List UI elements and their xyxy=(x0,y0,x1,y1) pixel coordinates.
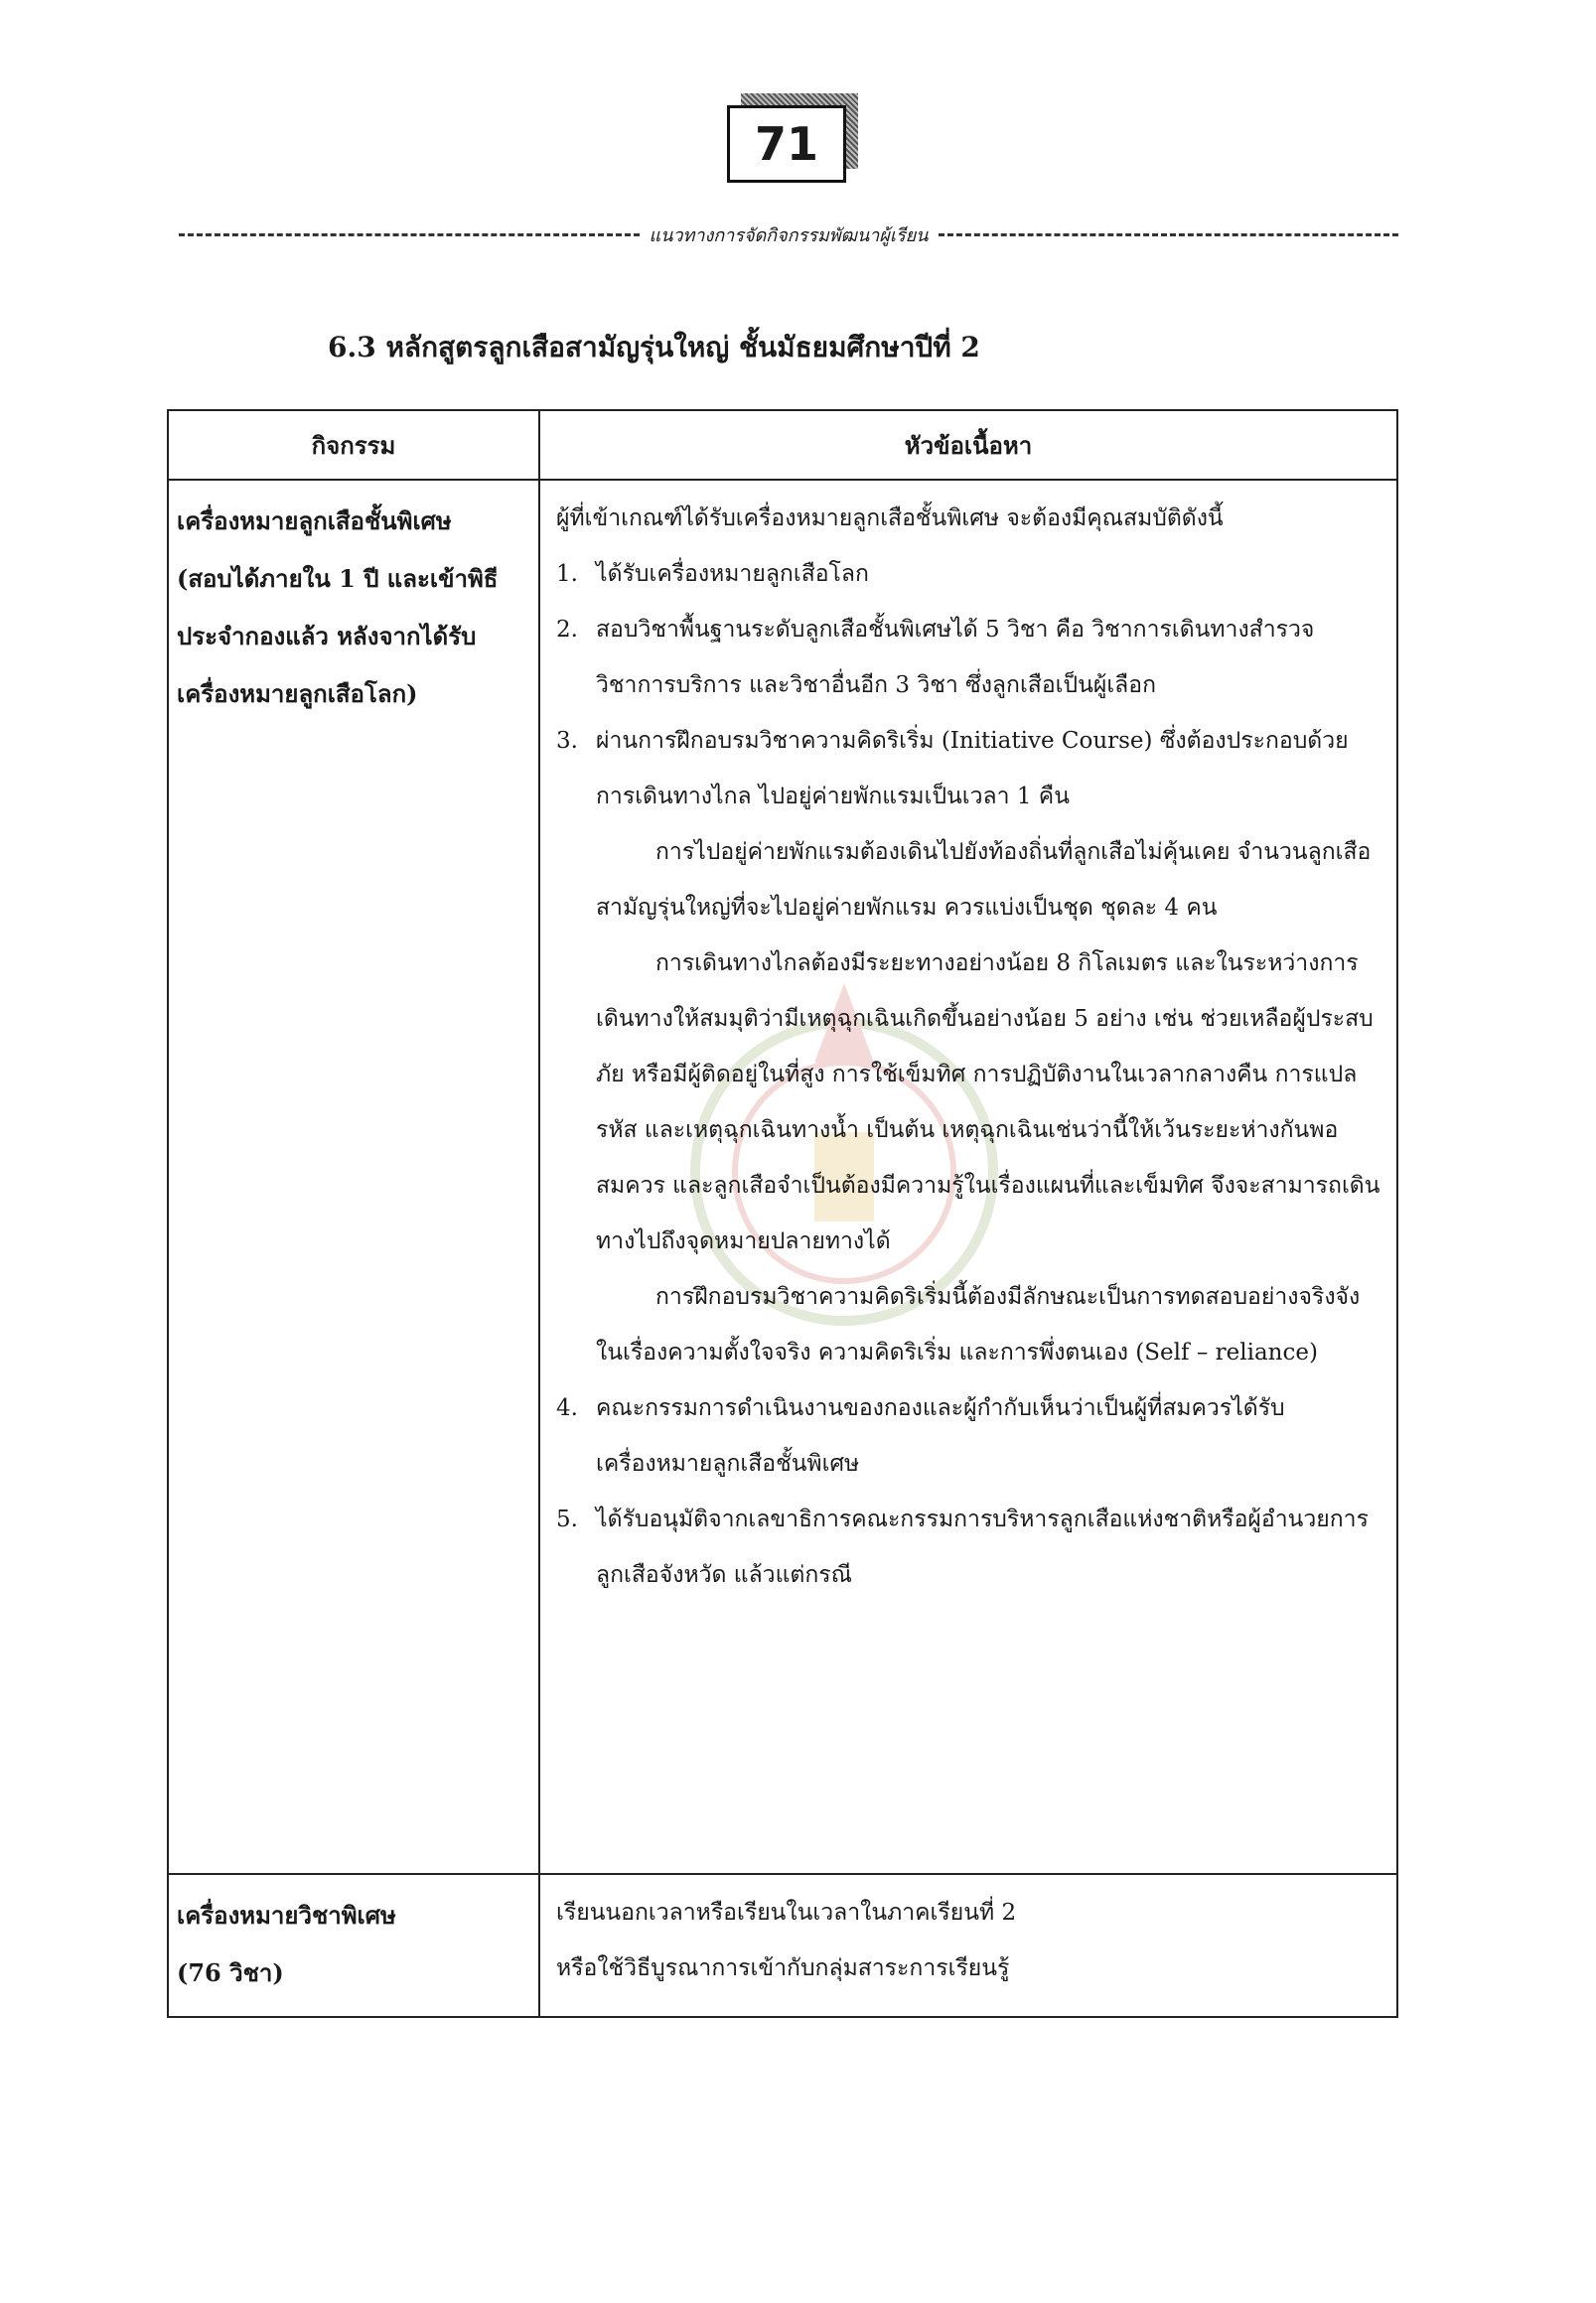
item-text: สอบวิชาพื้นฐานระดับลูกเสือชั้นพิเศษได้ 5 วิชา คือ วิชาการเดินทางสำรวจ วิชาการบริการ และวิชาอื่นอีก 3 วิชา ซึ่งลูกเสือเป็นผู้เลือก xyxy=(596,617,1315,698)
activity-title: เครื่องหมายลูกเสือชั้นพิเศษ xyxy=(177,506,452,535)
page-number-box xyxy=(727,105,844,181)
list-item xyxy=(556,602,1384,713)
item-text: ผ่านการฝึกอบรมวิชาความคิดริเริ่ม (Initiative Course) ซึ่งต้องประกอบด้วยการเดินทางไกล ไปอยู่ค่ายพักแรมเป็นเวลา 1 คืน xyxy=(596,728,1349,809)
content-cell xyxy=(539,1874,1397,2017)
list-item xyxy=(556,713,1384,824)
activity-cell xyxy=(168,1874,539,2017)
activity-subtitle: (สอบได้ภายใน 1 ปี และเข้าพิธีประจำกองแล้ว หลังจากได้รับเครื่องหมายลูกเสือโลก) xyxy=(177,564,499,708)
item-number: 5. xyxy=(556,1507,578,1532)
item-number: 2. xyxy=(556,617,578,643)
page-number: 71 xyxy=(727,105,846,183)
section-title: 6.3 หลักสูตรลูกเสือสามัญรุ่นใหญ่ ชั้นมัธยมศึกษาปีที่ 2 xyxy=(328,331,980,363)
header-content: หัวข้อเนื้อหา xyxy=(539,410,1397,480)
content-line: หรือใช้วิธีบูรณาการเข้ากับกลุ่มสาระการเรียนรู้ xyxy=(556,1955,1010,1981)
table-row xyxy=(168,480,1397,1874)
activity-subtitle: (76 วิชา) xyxy=(177,1958,284,1987)
content-cell xyxy=(539,480,1397,1874)
item-number: 1. xyxy=(556,561,578,587)
item-text: คณะกรรมการดำเนินงานของกองและผู้กำกับเห็นว่าเป็นผู้ที่สมควรได้รับเครื่องหมายลูกเสือชั้นพิเศษ xyxy=(596,1395,1285,1477)
list-item xyxy=(556,1492,1384,1603)
list-item xyxy=(556,1380,1384,1492)
header-dash-left xyxy=(179,233,640,236)
curriculum-table xyxy=(167,409,1398,2018)
header-dash-right xyxy=(939,233,1399,236)
header-activity: กิจกรรม xyxy=(168,410,539,480)
paragraph: การเดินทางไกลต้องมีระยะทางอย่างน้อย 8 กิโลเมตร และในระหว่างการเดินทางให้สมมุติว่ามีเหตุฉุกเฉินเกิดขึ้นอย่างน้อย 5 อย่าง เช่น ช่วยเหลือผู้ประสบภัย หรือมีผู้ติดอยู่ในที่สูง การใช้เข็มทิศ การปฏิบัติงานในเวลากลางคืน การแปลรหัส และเหตุฉุกเฉินทางน้ำ เป็นต้น เหตุฉุกเฉินเช่นว่านี้ให้เว้นระยะห่างกันพอสมควร และลูกเสือจำเป็นต้องมีความรู้ในเรื่องแผนที่และเข็มทิศ จึงจะสามารถเดินทางไปถึงจุดหมายปลายทางได้ xyxy=(596,950,1380,1254)
content-intro: ผู้ที่เข้าเกณฑ์ได้รับเครื่องหมายลูกเสือชั้นพิเศษ จะต้องมีคุณสมบัติดังนี้ xyxy=(556,505,1224,531)
activity-title: เครื่องหมายวิชาพิเศษ xyxy=(177,1901,396,1930)
item-text: ได้รับเครื่องหมายลูกเสือโลก xyxy=(596,561,869,587)
list-item xyxy=(556,546,1384,602)
item-number: 4. xyxy=(556,1395,578,1421)
table-row xyxy=(168,1874,1397,2017)
paragraph: การไปอยู่ค่ายพักแรมต้องเดินไปยังท้องถิ่นที่ลูกเสือไม่คุ้นเคย จำนวนลูกเสือสามัญรุ่นใหญ่ที่จะไปอยู่ค่ายพักแรม ควรแบ่งเป็นชุด ชุดละ 4 คน xyxy=(596,839,1372,921)
activity-cell xyxy=(168,480,539,1874)
content-line: เรียนนอกเวลาหรือเรียนในเวลาในภาคเรียนที่ 2 xyxy=(556,1900,1017,1926)
running-header xyxy=(179,220,1398,248)
paragraph: การฝึกอบรมวิชาความคิดริเริ่มนี้ต้องมีลักษณะเป็นการทดสอบอย่างจริงจังในเรื่องความตั้งใจจริง ความคิดริเริ่ม และการพึ่งตนเอง (Self – reliance) xyxy=(596,1284,1361,1366)
item-text: ได้รับอนุมัติจากเลขาธิการคณะกรรมการบริหารลูกเสือแห่งชาติหรือผู้อำนวยการลูกเสือจังหวัด แล้วแต่กรณี xyxy=(596,1507,1369,1588)
header-text: แนวทางการจัดกิจกรรมพัฒนาผู้เรียน xyxy=(649,224,929,246)
item-number: 3. xyxy=(556,728,578,754)
